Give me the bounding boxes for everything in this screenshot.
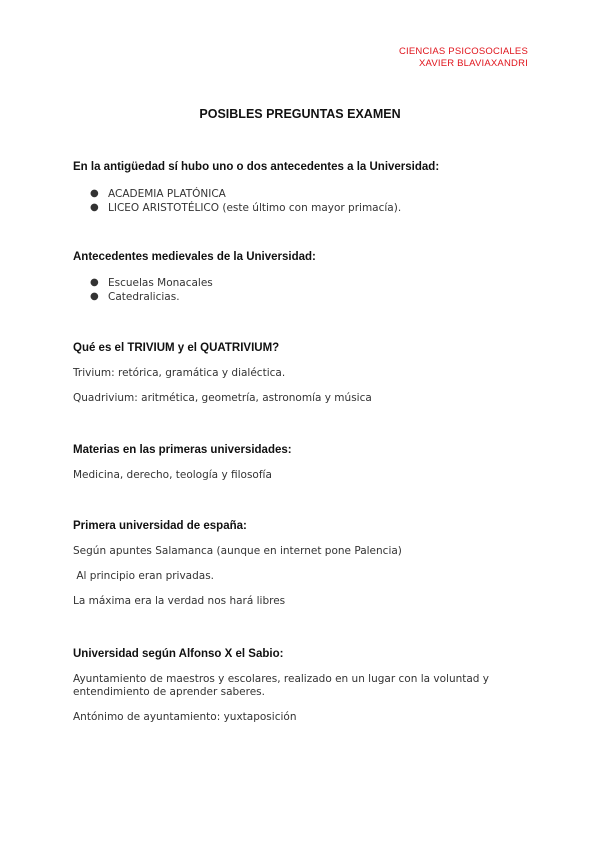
bullet-icon: ●: [90, 188, 99, 199]
list-item: [73, 290, 528, 304]
list-item: [73, 276, 528, 290]
question-heading: Antecedentes medievales de la Universidad:: [73, 251, 316, 263]
bullet-list: [73, 276, 528, 304]
list-item: [73, 201, 528, 215]
question-heading: Materias en las primeras universidades:: [73, 444, 292, 456]
answer-paragraph: Medicina, derecho, teología y filosofía: [73, 469, 272, 481]
section-primera-universidad: [73, 520, 528, 608]
section-alfonso-x: [73, 648, 528, 724]
section-antecedentes-antiguedad: [73, 161, 528, 215]
list-item-text: Catedralicias.: [108, 291, 180, 303]
answer-paragraph: Según apuntes Salamanca (aunque en internet pone Palencia): [73, 545, 402, 557]
answer-paragraph: La máxima era la verdad nos hará libres: [73, 595, 286, 607]
header-subject: CIENCIAS PSICOSOCIALES: [399, 46, 528, 57]
answer-paragraph: Al principio eran privadas.: [73, 570, 215, 582]
list-item-text: LICEO ARISTOTÉLICO (este último con mayor primacía).: [108, 202, 402, 214]
question-heading: Universidad según Alfonso X el Sabio:: [73, 648, 284, 660]
section-trivium-quatrivium: [73, 342, 528, 405]
list-item-text: ACADEMIA PLATÓNICA: [108, 188, 226, 200]
document-header: [399, 46, 528, 70]
bullet-list: [73, 187, 528, 215]
header-author: XAVIER BLAVIAXANDRI: [418, 58, 528, 69]
answer-paragraph: Quadrivium: aritmética, geometría, astronomía y música: [73, 392, 372, 404]
question-heading: En la antigüedad sí hubo uno o dos antecedentes a la Universidad:: [73, 161, 440, 173]
answer-paragraph: Trivium: retórica, gramática y dialéctica.: [73, 367, 286, 379]
bullet-icon: ●: [90, 291, 99, 302]
document-title: POSIBLES PREGUNTAS EXAMEN: [199, 107, 401, 121]
section-antecedentes-medievales: [73, 251, 528, 304]
question-heading: Qué es el TRIVIUM y el QUATRIVIUM?: [73, 342, 280, 354]
section-materias: [73, 444, 528, 482]
answer-paragraph: Ayuntamiento de maestros y escolares, realizado en un lugar con la voluntad y entendimiento de aprender saberes.: [73, 673, 490, 698]
bullet-icon: ●: [90, 277, 99, 288]
answer-paragraph: Antónimo de ayuntamiento: yuxtaposición: [73, 711, 297, 723]
list-item-text: Escuelas Monacales: [108, 277, 213, 289]
list-item: [73, 187, 528, 201]
question-heading: Primera universidad de españa:: [73, 520, 247, 532]
bullet-icon: ●: [90, 202, 99, 213]
